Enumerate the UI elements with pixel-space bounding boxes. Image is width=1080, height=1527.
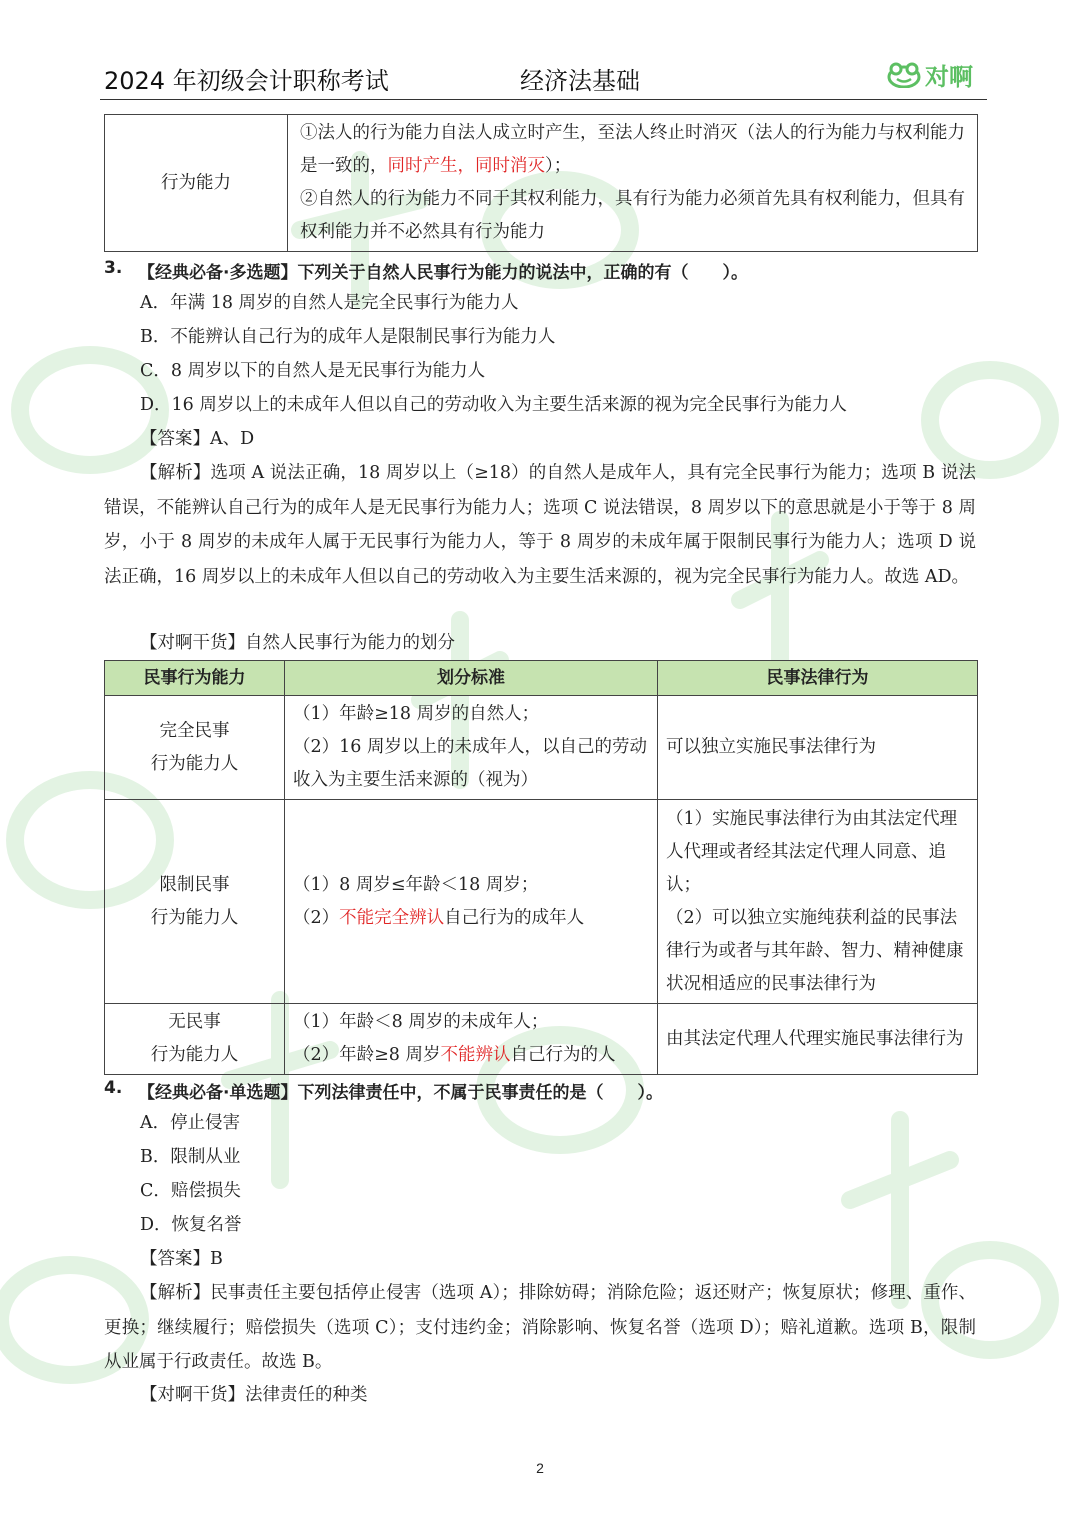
column-header: 民事行为能力: [105, 661, 285, 696]
column-header: 划分标准: [285, 661, 658, 696]
analysis: 【解析】选项 A 说法正确，18 周岁以上（≥18）的自然人是成年人，具有完全民事行为能力；选项 B 说法错误，不能辨认自己行为的成年人是无民事行为能力人；选项 C 说法错误，8 周岁以下的意思就是小于等于 8 周岁，小于 8 周岁的未成年人属于无民事行为能力人，等于 8 周岁的未成年属于限制民事行为能力人；选项 D 说法正确，16 周岁以上的未成年人但以自己的劳动收入为主要生活来源的，视为完全民事行为能力人。故选 AD。: [104, 463, 976, 587]
text: （2）可以独立实施纯获利益的民事法律行为或者与其年龄、智力、精神健康状况相适应的民事法律行为: [666, 907, 964, 994]
text: （2）: [293, 907, 340, 928]
criteria-cell: [285, 1004, 658, 1075]
frog-logo-icon: [887, 62, 921, 88]
column-header: 民事法律行为: [658, 661, 978, 696]
act-cell: 可以独立实施民事法律行为: [658, 696, 978, 800]
text: 自己行为的成年人: [444, 907, 585, 928]
logo-text: 对啊: [925, 63, 973, 91]
answer: 【答案】A、D: [140, 429, 255, 449]
question-number: 4.: [104, 1078, 123, 1098]
option-d: D．恢复名誉: [140, 1215, 242, 1235]
page-header: [100, 55, 987, 100]
answer: 【答案】B: [140, 1249, 223, 1269]
option-a: A．年满 18 周岁的自然人是完全民事行为能力人: [140, 293, 519, 313]
text: （2）16 周岁以上的未成年人，以自己的劳动收入为主要生活来源的（视为）: [293, 737, 647, 790]
exam-title: 2024 年初级会计职称考试: [104, 67, 389, 95]
category-cell: [105, 1004, 285, 1075]
question-title: 【经典必备·单选题】下列法律责任中，不属于民事责任的是（ ）。: [138, 1083, 663, 1103]
text: ②自然人的行为能力不同于其权利能力，具有行为能力必须首先具有权利能力，但具有权利能力并不必然具有行为能力: [300, 189, 965, 242]
category-cell: [105, 800, 285, 1004]
text: 自己行为的人: [510, 1045, 616, 1065]
text: ）；: [545, 156, 572, 176]
question-number: 3.: [104, 258, 123, 278]
text: 行为能力人: [150, 753, 239, 774]
option-c: C．8 周岁以下的自然人是无民事行为能力人: [140, 361, 486, 381]
highlight-text: 不能辨认: [440, 1045, 511, 1065]
act-cell: 由其法定代理人代理实施民事法律行为: [658, 1004, 978, 1075]
capacity-description: [288, 115, 978, 252]
brand-logo: [887, 57, 973, 92]
page-number: 2: [536, 1460, 544, 1476]
text: （1）8 周岁≤年龄＜18 周岁；: [293, 874, 539, 895]
analysis: 【解析】民事责任主要包括停止侵害（选项 A）；排除妨碍；消除危险；返还财产；恢复原状；修理、重作、更换；继续履行；赔偿损失（选项 C）；支付违约金；消除影响、恢复名誉（选项 D）；赔礼道歉。选项 B，限制从业属于行政责任。故选 B。: [104, 1283, 976, 1372]
text: （2）年龄≥8 周岁: [293, 1045, 441, 1065]
text: 行为能力人: [150, 907, 239, 928]
table-row: [105, 1004, 978, 1075]
criteria-cell: [285, 696, 658, 800]
text: （1）年龄≥18 周岁的自然人；: [293, 704, 540, 724]
tip-heading: 【对啊干货】自然人民事行为能力的划分: [140, 633, 455, 653]
text: 无民事: [168, 1012, 221, 1032]
option-c: C．赔偿损失: [140, 1181, 241, 1201]
text: （1）年龄＜8 周岁的未成年人；: [293, 1012, 549, 1032]
highlight-text: 同时产生，同时消灭: [387, 156, 545, 176]
subject-title: 经济法基础: [520, 67, 640, 95]
text: 限制民事: [159, 874, 230, 895]
highlight-text: 不能完全辨认: [339, 907, 445, 928]
table-row: [105, 696, 978, 800]
tip-heading: 【对啊干货】法律责任的种类: [140, 1385, 368, 1405]
question-title: 【经典必备·多选题】下列关于自然人民事行为能力的说法中，正确的有（ ）。: [138, 263, 748, 283]
option-b: B．限制从业: [140, 1147, 241, 1167]
text: 完全民事: [159, 720, 230, 741]
text: （1）实施民事法律行为由其法定代理人代理或者经其法定代理人同意、追认；: [666, 808, 958, 895]
option-d: D．16 周岁以上的未成年人但以自己的劳动收入为主要生活来源的视为完全民事行为能力人: [140, 395, 847, 415]
legal-capacity-table: [104, 114, 978, 252]
criteria-cell: [285, 800, 658, 1004]
table-row: [105, 115, 978, 252]
capacity-classification-table: [104, 660, 978, 1075]
row-header: 行为能力: [105, 115, 288, 252]
category-cell: [105, 696, 285, 800]
option-b: B．不能辨认自己行为的成年人是限制民事行为能力人: [140, 327, 556, 347]
table-header-row: [105, 661, 978, 696]
option-a: A．停止侵害: [140, 1113, 241, 1133]
table-row: [105, 800, 978, 1004]
text: 行为能力人: [150, 1045, 239, 1065]
text: ①法人的行为能力自法人成立时产生，至法人终止时消灭（法人的行为能力与权利能力是一致的，: [300, 123, 965, 176]
act-cell: [658, 800, 978, 1004]
